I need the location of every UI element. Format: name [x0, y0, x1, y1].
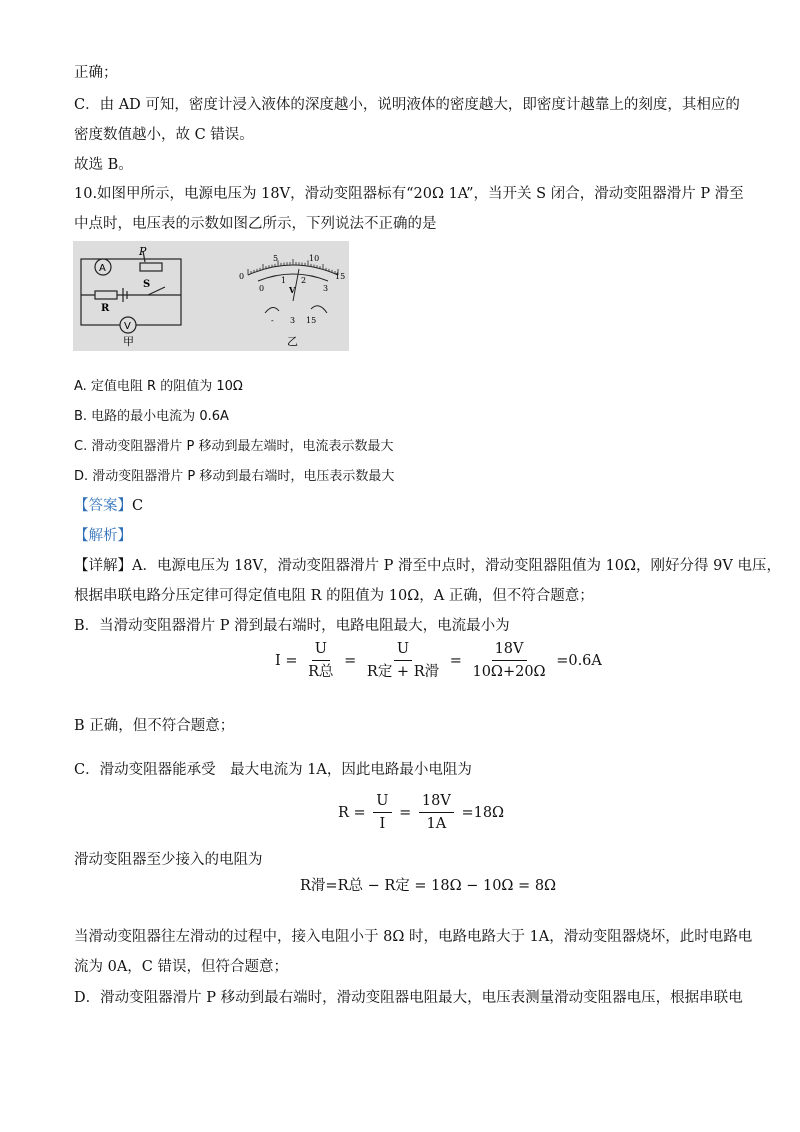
option-c: C. 滑动变阻器滑片 P 移动到最左端时，电流表示数最大: [74, 439, 394, 454]
scale-top-15: 15: [335, 272, 346, 281]
text-line: 流为 0A，C 错误，但符合题意；: [74, 959, 289, 975]
switch-label: S: [143, 279, 151, 290]
text-line: 当滑动变阻器往左滑动的过程中，接入电阻小于 8Ω 时，电路电路大于 1A，滑动变阻器烧坏，此时电路电: [74, 929, 753, 945]
option-a: A. 定值电阻 R 的阻值为 10Ω: [74, 379, 243, 394]
answer-tag: 【答案】: [74, 498, 132, 514]
scale-bottom-0: 0: [259, 284, 265, 293]
caption-left: 甲: [123, 335, 134, 348]
scale-top-0: 0: [239, 272, 245, 281]
meter-unit-label: V: [289, 285, 296, 295]
text-line: 正确；: [74, 65, 118, 81]
formula-rhs: =0.6A: [556, 652, 602, 669]
fraction: $\frac{U}{\text{R定 + R滑}}$: [366, 641, 440, 680]
fraction: $\frac{U}{I}$: [373, 792, 391, 833]
detail-text: A．电源电压为 18V，滑动变阻器滑片 P 滑至中点时，滑动变阻器阻值为 10Ω，刚好分得 9V 电压，: [132, 558, 781, 574]
scale-bottom-2: 2: [301, 276, 307, 285]
analysis-tag: 【解析】: [74, 528, 132, 544]
detail-tag: 【详解】: [74, 558, 132, 574]
text-line: C．滑动变阻器能承受 最大电流为 1A，因此电路最小电阻为: [74, 762, 472, 778]
text-line: 滑动变阻器至少接入的电阻为: [74, 852, 263, 868]
formula-lhs: I =: [275, 652, 298, 669]
formula-min-resistance: R = $\frac{U}{I}$ = $\frac{18V}{1A}$ =18Ω: [338, 793, 505, 832]
text-line: B 正确，但不符合题意；: [74, 718, 235, 734]
terminal-3: 3: [290, 316, 296, 325]
formula-min-current: I = $\frac{U}{\text{R总}}$ = $\frac{U}{\text{R定 + R滑}}$ = $\frac{18V}{10\Omega+20\Omega}$ =0.6A: [275, 641, 602, 680]
scale-top-5: 5: [273, 254, 279, 263]
circuit-and-meter-figure: [73, 241, 349, 351]
scale-bottom-3: 3: [323, 284, 329, 293]
fraction: $\frac{18V}{10\Omega+20\Omega}$: [472, 641, 546, 680]
text-line: C．由 AD 可知，密度计浸入液体的深度越小，说明液体的密度越大，即密度计越靠上的刻度，其相应的: [74, 97, 740, 113]
formula-slider-resistance: R滑=R总 − R定 = 18Ω − 10Ω = 8Ω: [300, 878, 557, 894]
question-10-stem: 10.如图甲所示，电源电压为 18V，滑动变阻器标有“20Ω 1A”，当开关 S 闭合，滑动变阻器滑片 P 滑至: [74, 186, 744, 202]
detail-line-a: [74, 556, 781, 576]
option-d: D. 滑动变阻器滑片 P 移动到最右端时，电压表示数最大: [74, 469, 395, 484]
terminal-15: 15: [306, 316, 317, 325]
resistor-label: R: [101, 303, 110, 314]
ammeter-label: A: [99, 263, 106, 274]
text-line: D．滑动变阻器滑片 P 移动到最右端时，滑动变阻器电阻最大，电压表测量滑动变阻器电压，根据串联电: [74, 990, 743, 1006]
option-b: B. 电路的最小电流为 0.6A: [74, 409, 229, 424]
scale-top-10: 10: [309, 254, 320, 263]
question-10-stem-cont: 中点时，电压表的示数如图乙所示，下列说法不正确的是: [74, 216, 437, 232]
terminal-minus: -: [271, 316, 274, 325]
answer-value: C: [132, 498, 144, 514]
fraction: $\frac{U}{\text{R总}}$: [308, 641, 334, 680]
caption-right: 乙: [287, 335, 298, 348]
text-line: 密度数值越小，故 C 错误。: [74, 127, 254, 143]
answer-line: [74, 496, 143, 516]
scale-bottom-1: 1: [281, 276, 287, 285]
text-line: 故选 B。: [74, 157, 133, 173]
fraction: $\frac{18V}{1A}$: [419, 792, 454, 833]
text-line: B．当滑动变阻器滑片 P 滑到最右端时，电路电阻最大，电流最小为: [74, 618, 510, 634]
text-line: 根据串联电路分压定律可得定值电阻 R 的阻值为 10Ω，A 正确，但不符合题意；: [74, 588, 594, 604]
figure-drawing: [73, 241, 349, 351]
slider-label: P: [139, 245, 147, 258]
voltmeter-label: V: [124, 321, 131, 332]
